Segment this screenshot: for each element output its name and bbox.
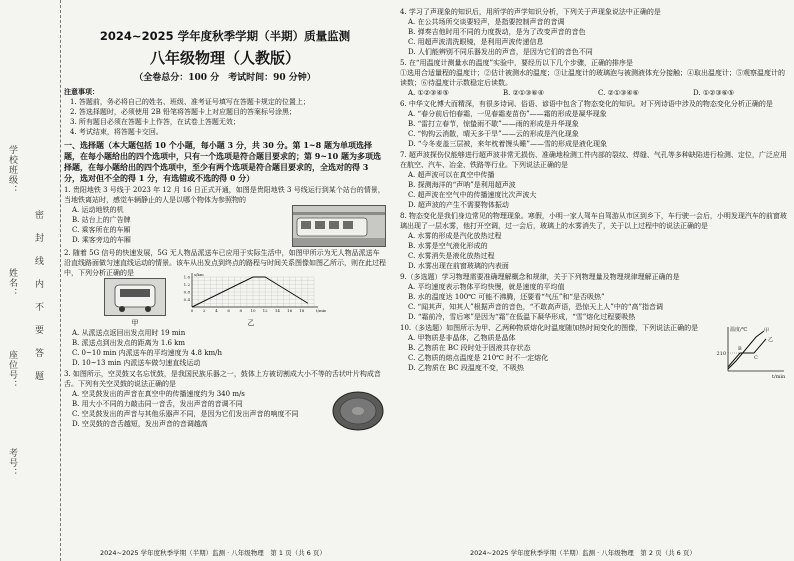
option: A. 空灵鼓发出的声音在真空中的传播速度约为 340 m/s (72, 390, 245, 398)
x-tick-label: 10 (250, 308, 256, 313)
option: C. ②①③④⑥ (598, 89, 639, 97)
x-axis-label: t/min (316, 308, 326, 313)
option: B. 用大小不同的力敲击同一音舌，发出声音的音调不同 (72, 400, 243, 408)
y-tick-label: 0.4 (183, 297, 190, 302)
question-substem: ①选用合适量程的温度计；②估计被测水的温度；③让温度计的玻璃泡与被测液体充分接触；④取出温度计；⑤观察温度计的读数；⑥待温度计示数稳定后读数。 (400, 69, 785, 87)
option: B. 派送点到出发点的距离为 1.6 km (72, 339, 186, 347)
exam-meta: （全卷总分：100 分 考试时间：90 分钟） (134, 73, 316, 83)
seat-label: 座位号： (7, 350, 17, 390)
binding-strip (0, 0, 61, 561)
question-stem: 5. 在“用温度计测量水的温度”实验中，要经历以下几个步骤，正确的排序是 (400, 59, 634, 67)
x-tick-label: 18 (299, 308, 305, 313)
x-tick-label: 2 (202, 308, 206, 313)
distance-time-chart (176, 271, 326, 315)
y-mark-label: 210 (716, 351, 726, 357)
note-item: 4. 考试结束，将答题卡交回。 (70, 128, 163, 136)
question-4 (400, 7, 788, 57)
option: D. “霜前冷，雪后寒”是因为“霜”在低温下凝华形成，“雪”熔化过程要吸热 (408, 313, 636, 321)
question-1 (64, 185, 386, 247)
x-tick-label: 12 (262, 308, 268, 313)
question-3 (64, 369, 386, 433)
question-10 (400, 323, 788, 379)
melting-curve-chart (710, 323, 788, 379)
x-axis-label: t/min (772, 374, 786, 379)
question-5 (400, 58, 788, 98)
option: A. 甲物质是非晶体，乙物质是晶体 (408, 334, 516, 342)
option: C. 用超声波清洗眼镜，是利用声波传递信息 (408, 38, 544, 46)
option: B. 水的温度达 100℃ 可能不沸腾，还要看“气压”和“是否吸热” (408, 293, 605, 301)
option: C. “闻其声，知其人”根据声音的音色，“不敢高声语，恐惊天上人”中的“高”指音调 (408, 303, 664, 311)
binding-warning: 密封线内不要答题 (33, 210, 43, 394)
option: C. 乘客所在的车厢 (72, 226, 131, 234)
x-tick-label: 0 (190, 308, 194, 313)
x-tick-label: 4 (215, 308, 218, 313)
question-stem: 8. 物态变化是我们身边常见的物理现象。寒假，小明一家人驾车自驾游从市区到乡下，车行驶一会后，小明发现汽车的前窗玻璃出现了一层水雾，他打开空调，过一会后，玻璃上的水雾消失了，关于以上过程中的说法正确的是 (400, 212, 787, 230)
exam-subject: 八年级物理（人教版） (149, 49, 300, 67)
question-stem: 4. 学习了声现象的知识后，用所学的声学知识分析，下列关于声现象说法中正确的是 (400, 8, 661, 16)
y-axis-label: 温度/℃ (730, 327, 748, 333)
exam-title: 2024~2025 学年度秋季学期（半期）质量监测 (99, 29, 351, 43)
option: B. ②①③⑥④ (503, 89, 544, 97)
note-item: 1. 答题前，务必将自己的姓名、班级、准考证号填写在答题卡规定的位置上； (70, 98, 310, 106)
x-tick-label: 16 (287, 308, 293, 313)
option: B. 站台上的广告牌 (72, 216, 131, 224)
question-8 (400, 211, 788, 271)
option: B. “雷打立春节，惊蛰雨不歇”——雨的形成是升华现象 (408, 120, 579, 128)
option: D. 超声波的产生不需要物体振动 (408, 201, 509, 209)
left-column (64, 6, 386, 433)
option: D. 乙物质在 BC 段温度不变，不吸热 (408, 364, 524, 372)
option: A. 平均速度表示物体平均快慢，就是速度的平均值 (408, 283, 565, 291)
note-item: 3. 所有题目必须在答题卡上作答，在试卷上答题无效； (70, 118, 240, 126)
option: B. 水雾是空气液化形成的 (408, 242, 488, 250)
subway-photo (292, 205, 386, 247)
series-line-jia (728, 331, 764, 369)
option: A. ①②③④⑤ (408, 89, 449, 97)
option: C. 水雾消失是液化放热过程 (408, 252, 495, 260)
option: D. ①②③⑥⑤ (693, 89, 735, 97)
option: D. 空灵鼓的音舌越短，发出声音的音调越高 (72, 420, 208, 428)
option: C. 乙物质的熔点温度是 210℃ 时不一定熔化 (408, 354, 549, 362)
option: B. 乙物质在 BC 段时处于固液共存状态 (408, 344, 531, 352)
option: A. 超声波可以在真空中传播 (408, 171, 495, 179)
x-tick-label: 8 (239, 308, 243, 313)
option: A. 从派送点返回出发点用时 19 min (72, 329, 186, 337)
question-stem: 7. 超声波探伤仪能够进行超声波非常无损伤、准确地检测工件内部的裂纹、焊缝、气孔等多种缺陷进行检测、定位，广泛应用在航空、汽车、冶金、铁路等行业。下列说法正确的是 (400, 151, 787, 169)
school-label: 学校班级： (7, 145, 17, 195)
option: C. “钩钩云消散，晴天多干旱”——云的形成是汽化现象 (408, 130, 579, 138)
right-column (400, 6, 788, 379)
footer-right: 2024~2025 学年度秋季学期（半期）监测 · 八年级物理 第 2 页（共 6 页） (470, 549, 696, 557)
figure-label-yi: 乙 (247, 319, 255, 327)
name-label: 姓名： (7, 268, 17, 298)
option: D. 人们能辨别不同乐器发出的声音，是因为它们的音色不同 (408, 48, 593, 56)
notes-block (64, 87, 386, 137)
question-6 (400, 99, 788, 149)
footer-left: 2024~2025 学年度秋季学期（半期）监测 · 八年级物理 第 1 页（共 6 页） (100, 549, 326, 557)
y-tick-label: 1.6 (183, 274, 190, 280)
question-2 (64, 248, 386, 368)
exam-no-label: 考号： (7, 448, 17, 478)
x-tick-label: 14 (274, 308, 280, 313)
x-tick-label: 6 (227, 308, 230, 313)
delivery-robot-photo (104, 278, 166, 316)
y-tick-label: 0.8 (183, 289, 190, 295)
option: C. 0~10 min 内派送车的平均速度为 4.8 km/h (72, 349, 222, 357)
question-stem: 3. 如图所示，空灵鼓又名忘忧鼓，是我国民族乐器之一，鼓体上方被切割成大小不等的舌状叶片构成音舌。下列有关空灵鼓的说法正确的是 (64, 370, 381, 388)
series-label-yi: 乙 (768, 337, 774, 343)
option: D. “今冬麦盖三层被，来年枕着馒头睡”——雪的形成是液化现象 (408, 140, 607, 148)
option: C. 空灵鼓发出的声音与其他乐器声不同，是因为它们发出声音的响度不同 (72, 410, 299, 418)
option: C. 超声波在空气中的传播速度比次声波大 (408, 191, 537, 199)
question-stem: 6. 中华文化博大而精深，有很多诗词、俗语、谚语中包含了物态变化的知识。对下列诗语中涉及的物态变化分析正确的是 (400, 100, 773, 108)
point-label-c: C (754, 355, 758, 361)
option: D. 乘客旁边的车厢 (72, 236, 131, 244)
tongue-drum-picture (330, 389, 386, 433)
option: A. 水雾的形成是汽化放热过程 (408, 232, 502, 240)
question-stem: 9.（多选题）学习物理需要准确理解概念和规律，关于下列物理量及物理规律理解正确的是 (400, 273, 680, 281)
option: B. 探测海洋的“声呐”是利用超声波 (408, 181, 516, 189)
option: A. 运动地铁的机 (72, 206, 124, 214)
option: D. 水雾出现在前窗玻璃的内表面 (408, 262, 509, 270)
question-9 (400, 272, 788, 322)
figure-label-jia: 甲 (131, 319, 139, 327)
option: A. “春分前后怕春霜，一见春霜麦苗伤”——霜的形成是凝华现象 (408, 110, 607, 118)
option: A. 在公共场所交谈要轻声，是指要控制声音的音调 (408, 18, 565, 26)
question-7 (400, 150, 788, 210)
notes-label: 注意事项： (64, 87, 99, 96)
option: B. 弹奏吉他时用不同的力度拨动，是为了改变声音的音色 (408, 28, 586, 36)
note-item: 2. 答选择题时，必须使用 2B 铅笔将答题卡上对应题目的答案标号涂黑； (70, 108, 296, 116)
option: D. 10~13 min 内派送车做匀速直线运动 (72, 359, 201, 367)
y-tick-label: 1.2 (183, 282, 190, 287)
series-label-jia: 甲 (764, 328, 770, 334)
y-axis-label: s/km (194, 272, 204, 277)
question-stem: 10.（多选题）如图所示为甲、乙两种物质熔化时温度随加热时间变化的图像，下列说法正确的是 (400, 324, 699, 332)
point-label-b: B (738, 346, 742, 352)
question-stem: 1. 贵阳地铁 3 号线于 2023 年 12 月 16 日正式开通，如图是贵阳地铁 3 号线运行到某个站台的情景，当地铁离站时，感觉车辆静止的人是以哪个物体为参照物的 (64, 186, 385, 204)
section-heading: 一、选择题（本大题包括 10 个小题，每小题 3 分，共 30 分。第 1~8 题为单项选择题，在每小题给出的四个选项中，只有一个选项是符合题目要求的；第 9~10 题为多项选择题，在每小题给出的四个选项中，至少有两个选项是符合题目要求的，全选对的得 3 分，选对但不全的得 1 分，有选错或不选的得 0 分） (64, 140, 381, 183)
question-stem: 2. 随着 5G 信号的快速发展，5G 无人物品派送车已应用于实际生活中，如图甲所示为无人物品派送车沿直线路面做匀速直线运动的情景。该车从出发点到终点的路程与时间关系图像如图乙所示，则在此过程中，下列分析正确的是 (64, 249, 386, 277)
